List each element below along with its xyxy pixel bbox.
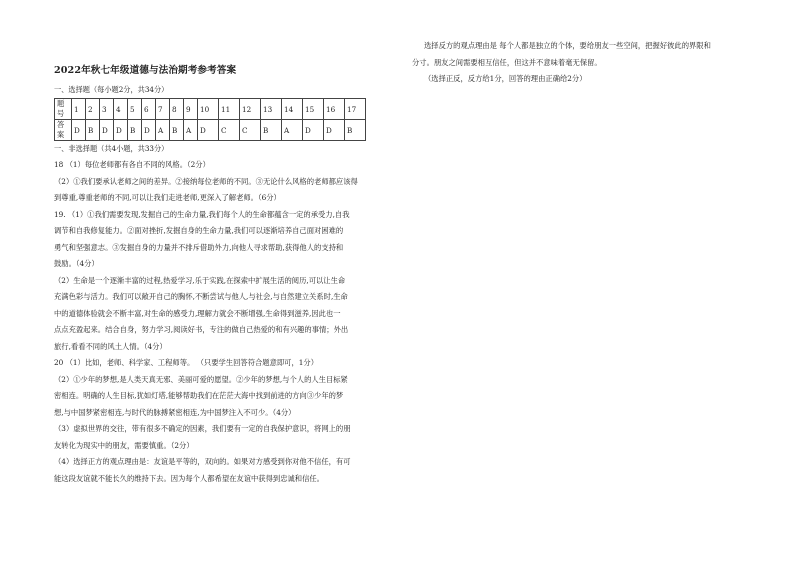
answer-text-line: 点点充盈起来。结合自身，努力学习,阅读好书，专注的做自己热爱的和有兴趣的事情；外出 xyxy=(54,325,349,334)
answer-text-line: 旅行,看看不同的风土人情。（4分） xyxy=(54,341,167,351)
answer-cell: B xyxy=(170,120,184,141)
answer-text-line: 能这段友谊就不能长久的维持下去。因为每个人都希望在友谊中获得到忠诚和信任。 xyxy=(54,473,324,483)
question-number: 15 xyxy=(303,99,324,120)
answer-text-line: 选择反方的观点理由是 每个人都是独立的个体，要给朋友一些空间，把握好彼此的界限和 xyxy=(424,41,711,50)
answer-cell: D xyxy=(114,120,128,141)
answer-cell: D xyxy=(72,120,86,141)
answer-table xyxy=(54,98,366,141)
answer-text-line: （2）①少年的梦想,是人类天真无邪、美丽可爱的愿望。②少年的梦想,与个人的人生目标紧 xyxy=(54,374,348,384)
answer-text-line: （2）生命是一个逐渐丰富的过程,热爱学习,乐于实践,在探索中扩展生活的阅历,可以让生命 xyxy=(54,275,346,285)
answer-text-line: 中的道德体验就会不断丰富,对生命的感受力,理解力就会不断增强,生命得到滋养,因此也一 xyxy=(54,308,341,318)
question-number: 16 xyxy=(324,99,345,120)
answer-text-line: 鼓励。（4分） xyxy=(54,259,99,268)
answer-table-answer-row xyxy=(55,120,366,141)
answer-text-line: 19. （1）①我们需要发现,发掘自己的生命力量,我们每个人的生命都蕴含一定的承受力,自我 xyxy=(54,209,350,219)
answer-text-line: （3）虚拟世界的交往，带有很多不确定的因素，我们要有一定的自我保护意识，将网上的朋 xyxy=(54,424,351,433)
answer-row-label: 答 案 xyxy=(55,120,72,141)
left-column xyxy=(54,62,400,487)
answer-text-line: 到尊重,尊重老师的不同,可以让我们走进老师,更深入了解老师。（6分） xyxy=(54,193,281,202)
answer-text-line: 充满色彩与活力。我们可以敞开自己的胸怀,不断尝试与他人,与社会,与自然建立关系时,生命 xyxy=(54,292,348,301)
answer-cell: A xyxy=(282,120,303,141)
question-number: 2 xyxy=(86,99,100,120)
question-number: 9 xyxy=(184,99,198,120)
question-number: 4 xyxy=(114,99,128,120)
answer-cell: D xyxy=(303,120,324,141)
answer-text-line: 20 （1）比如，老师、科学家、工程师等。 （只要学生回答符合题意即可，1分） xyxy=(54,358,319,367)
answer-cell: D xyxy=(198,120,219,141)
answer-text-line: 密相连。明确的人生目标,犹如灯塔,能够帮助我们在茫茫大海中找到前进的方向③少年的梦 xyxy=(54,391,344,400)
question-number: 7 xyxy=(156,99,170,120)
section-nonchoice-heading: 一、非选择题（共4小题，共33分） xyxy=(54,144,169,153)
question-number: 6 xyxy=(142,99,156,120)
answer-cell: B xyxy=(128,120,142,141)
answer-cell: A xyxy=(156,120,170,141)
answer-cell: D xyxy=(324,120,345,141)
answer-text-line: 勇气和坚强意志。③发掘自身的力量并不排斥借助外力,向他人寻求帮助,获得他人的支持和 xyxy=(54,242,344,252)
answer-text-line: 调节和自我修复能力。②面对挫折,发掘自身的生命力量,我们可以逐渐培养自己面对困难的 xyxy=(54,226,344,235)
question-number: 11 xyxy=(219,99,240,120)
right-column xyxy=(412,38,772,88)
answer-table-number-row xyxy=(55,99,366,120)
document-title: 2022年秋七年级道德与法治期考参考答案 xyxy=(54,65,237,76)
question-number: 5 xyxy=(128,99,142,120)
question-number: 8 xyxy=(170,99,184,120)
answer-cell: A xyxy=(184,120,198,141)
question-number: 1 xyxy=(72,99,86,120)
answer-text-line: （2）①我们要承认老师之间的差异。②接纳每位老师的不同。③无论什么风格的老师都应该得 xyxy=(54,176,358,186)
answer-cell: D xyxy=(100,120,114,141)
answer-cell: C xyxy=(219,120,240,141)
answer-cell: B xyxy=(345,120,366,141)
answer-text-line: 18 （1）每位老师都有各自不同的风格。（2分） xyxy=(54,160,210,169)
answer-text-line: （4）选择正方的观点理由是：友谊是平等的，双向的。如果对方感受到你对他不信任，有可 xyxy=(54,457,351,466)
answer-text-line: 分寸。朋友之间需要相互信任，但这并不意味着毫无保留。 xyxy=(412,57,602,67)
number-row-label: 题 号 xyxy=(55,99,72,120)
question-number: 10 xyxy=(198,99,219,120)
question-number: 17 xyxy=(345,99,366,120)
question-number: 3 xyxy=(100,99,114,120)
question-number: 14 xyxy=(282,99,303,120)
section-choice-heading: 一、选择题（每小题2分，共34分） xyxy=(54,85,169,94)
answer-cell: C xyxy=(240,120,261,141)
answer-cell: B xyxy=(261,120,282,141)
answer-cell: B xyxy=(86,120,100,141)
answer-text-line: 想,与中国梦紧密相连,与时代的脉搏紧密相连,为中国梦注入不可少。（4分） xyxy=(54,407,296,417)
question-number: 12 xyxy=(240,99,261,120)
answer-text-line: 友转化为现实中的朋友，需要慎重。（2分） xyxy=(54,440,194,450)
scoring-note: （选择正反，反方给1分，回答的理由正确给2分） xyxy=(424,74,587,83)
answer-cell: D xyxy=(142,120,156,141)
question-number: 13 xyxy=(261,99,282,120)
